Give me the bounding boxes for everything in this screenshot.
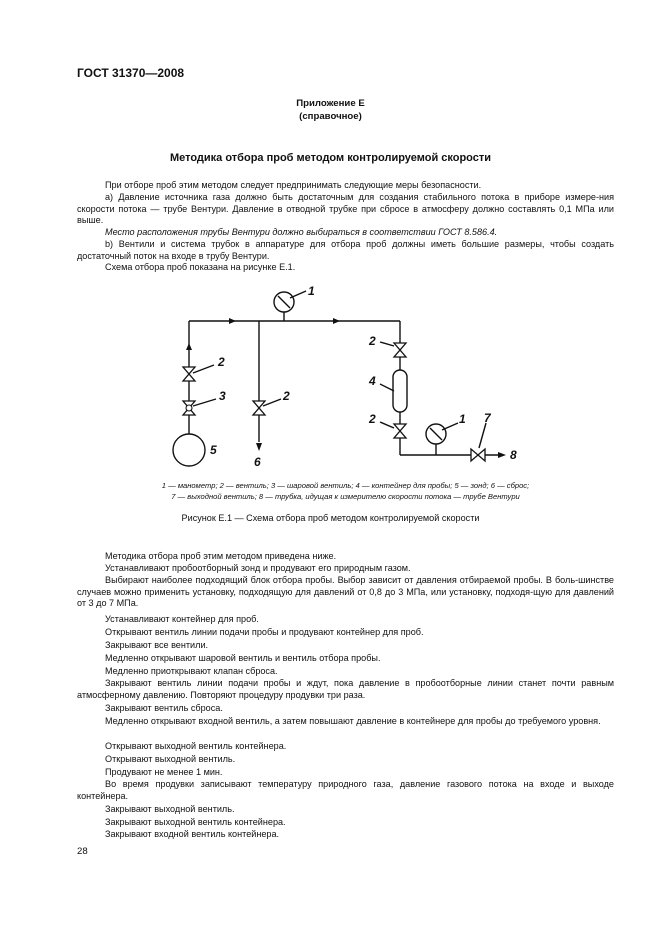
valve-icon <box>394 424 406 438</box>
intro-paragraph: Место расположения трубы Вентури должно выбираться в соответствии ГОСТ 8.586.4. <box>105 227 498 237</box>
figure-legend: 1 — манометр; 2 — вентиль; 3 — шаровой вентиль; 4 — контейнер для пробы; 5 — зонд; 6 — сброс; <box>161 481 530 490</box>
procedure-step: Закрывают все вентили. <box>105 640 209 650</box>
document-code: ГОСТ 31370—2008 <box>77 66 185 80</box>
leader-line <box>479 423 486 448</box>
procedure-step: Закрывают входной вентиль контейнера. <box>105 829 280 839</box>
valve-icon <box>253 401 265 415</box>
page-number: 28 <box>77 846 88 857</box>
leader-line <box>193 399 216 406</box>
leader-line <box>193 365 214 373</box>
label-probe: 5 <box>210 443 217 457</box>
leader-line <box>380 422 394 428</box>
label-valve: 2 <box>369 334 376 348</box>
procedure-step: Открывают выходной вентиль. <box>105 754 236 764</box>
procedure-step: Закрывают вентиль линии подачи пробы и ждут, пока давление в пробоотборные линии станет почти равным атмосферному давлению. Повторяют процедуру продувки три раза. <box>77 678 614 700</box>
flow-arrow-icon <box>186 343 192 350</box>
leader-line <box>380 384 394 391</box>
vent-arrow-icon <box>256 443 262 451</box>
leader-line <box>263 399 281 406</box>
intro-paragraph: При отборе проб этим методом следует предпринимать следующие меры безопасности. <box>105 180 482 190</box>
label-valve: 2 <box>218 355 225 369</box>
procedure-step: Продувают не менее 1 мин. <box>105 767 223 777</box>
procedure-step: Медленно приоткрывают клапан сброса. <box>105 666 278 676</box>
appendix-subtitle: (справочное) <box>299 111 362 122</box>
label-outlet-valve: 7 <box>484 411 491 425</box>
probe-icon <box>173 434 205 466</box>
procedure-step: Во время продувки записывают температуру природного газа, давление газового потока на входе и выходе контейнера. <box>77 779 614 801</box>
flow-arrow-icon <box>333 318 340 324</box>
outlet-valve-icon <box>471 449 485 461</box>
label-valve: 2 <box>283 389 290 403</box>
procedure-step: Медленно открывают входной вентиль, а затем повышают давление в контейнере для пробы до требуемого уровня. <box>105 716 601 726</box>
sample-container-icon <box>393 370 407 412</box>
label-valve: 2 <box>369 412 376 426</box>
leader-line <box>290 291 306 298</box>
procedure-step: Закрывают выходной вентиль. <box>105 804 235 814</box>
label-container: 4 <box>369 374 376 388</box>
manometer-needle <box>278 296 290 308</box>
appendix-title: Приложение Е <box>296 98 365 109</box>
procedure-step: Закрывают выходной вентиль контейнера. <box>105 817 286 827</box>
section-title: Методика отбора проб методом контролируемой скорости <box>169 152 492 164</box>
figure-caption: Рисунок Е.1 — Схема отбора проб методом контролируемой скорости <box>181 513 480 523</box>
ball-valve-ball <box>186 405 192 411</box>
figure-legend: 7 — выходной вентиль; 8 — трубка, идущая к измерителю скорости потока — трубе Вентури <box>171 492 520 501</box>
intro-paragraph: Схема отбора проб показана на рисунке Е.1. <box>105 262 296 272</box>
flow-arrow-icon <box>229 318 236 324</box>
procedure-step: Методика отбора проб этим методом приведена ниже. <box>105 551 337 561</box>
procedure-step: Устанавливают контейнер для проб. <box>105 614 259 624</box>
procedure-step: Открывают вентиль линии подачи пробы и продувают контейнер для проб. <box>105 627 424 637</box>
leader-line <box>442 423 458 430</box>
procedure-step: Устанавливают пробоотборный зонд и продувают его природным газом. <box>105 563 411 573</box>
procedure-step: Выбирают наиболее подходящий блок отбора пробы. Выбор зависит от давления отбираемой пробы. В боль-шинстве случаев можно применить установку, подходящую для давлений от 0,8 до 3 МПа, или установку, подходя-щую для давлений от 3 до 7 МПа. <box>77 575 614 609</box>
label-vent: 6 <box>254 455 261 469</box>
intro-paragraph: а) Давление источника газа должно быть достаточным для создания стабильного потока в приборе измере-ния скорости потока — трубе Вентури. Давление в отводной трубке при сбросе в атмосферу должно составлять 0,1 МПа или выше. <box>77 192 614 226</box>
label-ball-valve: 3 <box>219 389 226 403</box>
leader-line <box>380 342 394 346</box>
outlet-arrow-icon <box>498 452 506 458</box>
label-manometer: 1 <box>459 412 466 426</box>
label-manometer: 1 <box>308 284 315 298</box>
label-venturi-tube: 8 <box>510 448 517 462</box>
valve-icon <box>183 367 195 381</box>
procedure-step: Закрывают вентиль сброса. <box>105 703 223 713</box>
intro-paragraph: b) Вентили и система трубок в аппаратуре для отбора проб должны иметь большие размеры, чтобы создать достаточный поток на входе в трубу Вентури. <box>77 239 614 261</box>
procedure-step: Открывают выходной вентиль контейнера. <box>105 741 287 751</box>
manometer-needle <box>430 428 442 440</box>
procedure-step: Медленно открывают шаровой вентиль и вентиль отбора пробы. <box>105 653 381 663</box>
valve-icon <box>394 343 406 357</box>
